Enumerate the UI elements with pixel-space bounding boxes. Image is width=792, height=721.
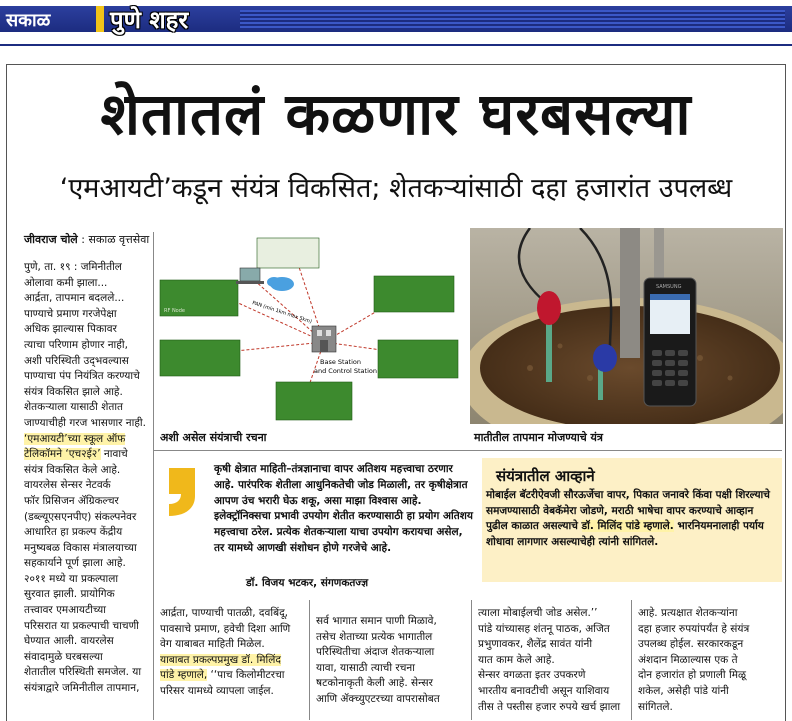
pan-link-label: PAN (min 1km max 5km) <box>251 300 313 326</box>
text-line: प्रभुणावकर, शैलेंद्र सावंत यांनी <box>478 638 593 651</box>
text-line: संयंत्राद्वारे जमिनीतील तापमान, <box>24 682 140 695</box>
text-line: मनुष्यबळ विकास मंत्रालयाच्या <box>24 541 137 554</box>
challenges-title: संयंत्रातील आव्हाने <box>496 467 595 485</box>
highlight-line: टेलिकॉमने ‘एच२ई२’ <box>24 448 101 461</box>
masthead <box>0 0 792 44</box>
base-station-label-1: Base Station <box>320 358 362 366</box>
text-line: जाण्याचीही गरज भासणार नाही. <box>24 416 146 429</box>
text-line: दहा हजार रुपयांपर्यंत हे संयंत्र <box>638 622 750 635</box>
column-2 <box>160 606 304 700</box>
after-highlight: नावाचे <box>100 448 128 461</box>
text-line: शेतकऱ्याला यासाठी शेतात <box>24 401 124 414</box>
text-line: संयंत्र विकसित झाले आहे. <box>24 385 123 398</box>
text-line: घेण्यात आली. वायरलेस <box>24 635 114 648</box>
subheadline: ‘एमआयटी’कडून संयंत्र विकसित; शेतकऱ्यांसाठी दहा हजारांत उपलब्ध <box>59 173 733 204</box>
text-line: त्याला मोबाईलची जोड असेल.’’ <box>478 607 598 619</box>
text-line: वेग याबाबत माहिती मिळेल. <box>160 638 265 651</box>
section-title: पुणे शहर <box>110 6 189 34</box>
column-5 <box>638 606 780 715</box>
text-line: तसेच शेताच्या प्रत्येक भागातील <box>316 630 433 643</box>
cloud-icon <box>267 277 294 291</box>
byline-desk: सकाळ वृत्तसेवा <box>88 233 150 246</box>
text-line: अंशदान मिळाल्यास एक ते <box>638 653 738 666</box>
column-divider <box>471 600 472 720</box>
byline-separator: : <box>77 233 89 246</box>
text-line: परिस्थितीचा अंदाज शेतकऱ्याला <box>316 646 435 659</box>
text-line: वायरलेस सेन्सर नेटवर्क <box>24 479 111 492</box>
text-line: सुरवात झाली. प्रायोगिक <box>24 588 115 601</box>
text-line: शकेल, असेही पांडे यांनी <box>638 684 729 697</box>
sensor-photo <box>470 228 783 424</box>
quote-author: डॉ. विजय भटकर, संगणकतज्ज्ञ <box>246 577 369 589</box>
challenges-text-part: मोबाईल बॅटरीऐवजी सौरऊर्जेचा वापर, पिकात जनावरे किंवा पक्षी शिरल्याचे समजण्यासाठी वेबकॅमेरा जोडणे, मराठी भाषेचा वापर करण्याचे आव्हान पुढील काळात असल्याचे <box>486 489 770 533</box>
text-line: आर्द्रता, पाण्याची पातळी, दवबिंदू, <box>160 607 288 619</box>
byline-name: जीवराज चोले <box>24 233 78 246</box>
section-rule <box>154 450 782 451</box>
quote-icon <box>165 466 199 518</box>
text-line: सेन्सर वगळता इतर उपकरणे <box>478 669 586 682</box>
text-line: आहे. प्रत्यक्षात शेतकऱ्यांना <box>638 607 738 619</box>
network-diagram <box>154 224 464 424</box>
text-line: आणि ॲक्च्युएटरच्या वापरासोबत <box>316 692 440 705</box>
phone-brand: SAMSUNG <box>656 284 682 290</box>
column-1-text <box>24 260 148 432</box>
sensor-photo-svg <box>470 228 783 424</box>
text-line: शेतातील परिस्थिती समजेल. या <box>24 666 142 679</box>
text-line: दोन हजारांत हो प्रणाली मिळू <box>638 669 746 682</box>
challenges-text-part: भारनियमनालाही पर्याय शोधावा लागणार असल्याचेही त्यांनी सांगितले. <box>486 520 764 548</box>
highlight-line: याबाबत प्रकल्पप्रमुख डॉ. मिलिंद <box>160 653 281 666</box>
text-line: परिसरात या प्रकल्पाची चाचणी <box>24 619 139 632</box>
column-2-highlight <box>160 653 304 669</box>
text-line: अधिक झाल्यास पिकावर <box>24 323 117 336</box>
column-2-text: ‘‘पाच किलोमीटरचा <box>207 669 285 682</box>
column-3 <box>316 614 466 708</box>
text-line: संवादामुळे घरबसल्या <box>24 650 103 663</box>
text-line: त्याचा परिणाम होणार नाही, <box>24 338 128 351</box>
highlight-line: पांडे म्हणाले, <box>160 669 208 682</box>
base-station-label-2: and Control Station <box>314 367 377 375</box>
column-divider <box>309 600 310 720</box>
text-line: पावसाचे प्रमाण, हवेची दिशा आणि <box>160 622 291 635</box>
headline: शेतातलं कळणार घरबसल्या <box>100 80 692 148</box>
text-line: पांडे यांच्यासह शंतनू पाठक, अजित <box>478 622 610 635</box>
laptop-icon <box>236 268 264 284</box>
rf-node-label: RF Node <box>164 308 185 314</box>
text-line: २०११ मध्ये या प्रकल्पाला <box>24 572 119 585</box>
quote-text: कृषी क्षेत्रात माहिती–तंत्रज्ञानाचा वापर अतिशय महत्त्वाचा ठरणार आहे. पारंपरिक शेतीला आधुनिकतेची जोड मिळाली, तर कृषीक्षेत्रात आपण उंच भरारी घेऊ शकू, असा माझा विश्वास आहे. इलेक्ट्रॉनिक्सचा प्रभावी उपयोग शेतीत करण्यासाठी हा प्रयोग अतिशय महत्त्वाचा ठरेल. प्रत्येक शेतकऱ्याला याचा उपयोग करायचा असेल, तर यामध्ये आणखी संशोधन होणे गरजेचे आहे. <box>214 463 473 554</box>
masthead-stripes <box>240 10 785 28</box>
text-line: सांगितले. <box>638 700 673 713</box>
text-line: षटकोनाकृती केली आहे. सेन्सर <box>316 677 433 690</box>
challenges-text <box>486 488 776 550</box>
network-diagram-svg <box>154 224 464 424</box>
text-line: फॉर प्रिसिजन ॲग्रिकल्चर <box>24 494 119 507</box>
column-2-text: परिसर यामध्ये व्यापला जाईल. <box>160 684 274 697</box>
text-line: पाण्याचा पंप नियंत्रित करण्याचे <box>24 370 140 383</box>
text-line: तीस ते पस्तीस हजार रुपये खर्च झाला <box>478 700 621 713</box>
challenges-highlight: डॉ. मिलिंद पांडे म्हणाले. <box>581 520 674 533</box>
column-4 <box>478 606 626 715</box>
highlight-line: ‘एमआयटी’च्या स्कूल ऑफ <box>24 432 126 445</box>
masthead-rule <box>0 44 792 46</box>
column-2-text <box>160 606 304 653</box>
diagram-caption: अशी असेल संयंत्राची रचना <box>160 431 267 444</box>
text-line: आधारित हा प्रकल्प केंद्रीय <box>24 526 123 539</box>
text-line: तत्त्वावर एमआयटीच्या <box>24 604 106 617</box>
text-line: ओलावा कमी झाला... <box>24 276 108 289</box>
newspaper-logo: सकाळ <box>6 10 51 31</box>
text-line: आर्द्रता, तापमान बदलले... <box>24 292 125 305</box>
column-1-highlight <box>24 432 148 463</box>
masthead-divider <box>96 6 104 32</box>
text-line: भारतीय बनावटीची असून याशिवाय <box>478 684 610 697</box>
text-line: यावा, यासाठी त्याची रचना <box>316 661 415 674</box>
text-line: अशी परिस्थिती उद्‍भवल्यास <box>24 354 129 367</box>
text-line: उपलब्ध होईल. सरकारकडून <box>638 638 744 651</box>
column-1 <box>24 260 148 697</box>
photo-caption: मातीतील तापमान मोजण्याचे यंत्र <box>474 431 603 444</box>
column-divider <box>631 600 632 720</box>
column-1-text-continued <box>24 463 148 697</box>
mobile-phone-icon <box>644 278 696 406</box>
column-2-highlight <box>160 668 304 684</box>
text-line: पुणे, ता. १९ : जमिनीतील <box>24 261 122 273</box>
text-line: पाण्याचे प्रमाण गरजेपेक्षा <box>24 307 117 320</box>
base-station-icon <box>312 326 336 352</box>
text-line: यात काम केले आहे. <box>478 653 555 666</box>
byline <box>24 232 149 247</box>
text-line: सर्व भागात समान पाणी मिळावे, <box>316 615 437 627</box>
text-line: (डब्ल्यूएसएनपीए) संकल्पनेवर <box>24 510 137 523</box>
text-line: सहकार्याने पूर्ण झाला आहे. <box>24 557 126 570</box>
text-line: संयंत्र विकसित केले आहे. <box>24 463 121 476</box>
